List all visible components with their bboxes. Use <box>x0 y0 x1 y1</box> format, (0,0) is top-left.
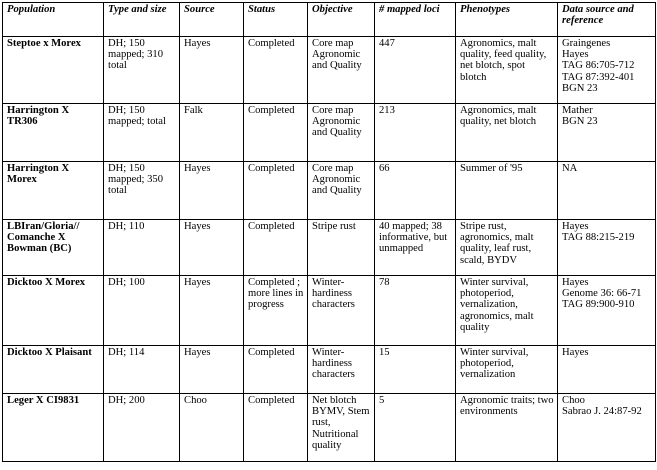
cell-objective: Winter-hardiness characters <box>308 276 375 346</box>
cell-phenotypes: Winter survival, photoperiod, vernalization <box>456 346 558 394</box>
cell-type-size: DH; 100 <box>104 276 180 346</box>
cell-status: Completed <box>244 346 308 394</box>
header-status: Status <box>244 3 308 37</box>
header-row <box>3 3 656 37</box>
cell-type-size: DH; 150 mapped; total <box>104 104 180 162</box>
cell-status: Completed <box>244 104 308 162</box>
cell-status: Completed <box>244 37 308 104</box>
table-row <box>3 346 656 394</box>
cell-mapped-loci: 213 <box>375 104 456 162</box>
cell-mapped-loci: 5 <box>375 394 456 462</box>
cell-phenotypes: Agronomics, malt quality, net blotch <box>456 104 558 162</box>
cell-population: Dicktoo X Morex <box>3 276 104 346</box>
table-row <box>3 394 656 462</box>
cell-reference: Hayes <box>558 346 656 394</box>
cell-source: Hayes <box>180 220 244 276</box>
cell-objective: Stripe rust <box>308 220 375 276</box>
cell-phenotypes: Agronomic traits; two environments <box>456 394 558 462</box>
cell-objective: Net blotch BYMV, Stem rust, Nutritional quality <box>308 394 375 462</box>
cell-source: Hayes <box>180 162 244 220</box>
cell-status: Completed <box>244 220 308 276</box>
cell-objective: Core map Agronomic and Quality <box>308 162 375 220</box>
cell-objective: Core map Agronomic and Quality <box>308 37 375 104</box>
cell-status: Completed ; more lines in progress <box>244 276 308 346</box>
header-objective: Objective <box>308 3 375 37</box>
cell-phenotypes: Stripe rust, agronomics, malt quality, leaf rust, scald, BYDV <box>456 220 558 276</box>
cell-reference: Choo Sabrao J. 24:87-92 <box>558 394 656 462</box>
table-row <box>3 162 656 220</box>
table-row <box>3 276 656 346</box>
document-page <box>2 2 655 468</box>
cell-reference: Hayes Genome 36: 66-71 TAG 89:900-910 <box>558 276 656 346</box>
cell-status: Completed <box>244 394 308 462</box>
cell-source: Choo <box>180 394 244 462</box>
cell-phenotypes: Summer of '95 <box>456 162 558 220</box>
cell-population: Dicktoo X Plaisant <box>3 346 104 394</box>
cell-status: Completed <box>244 162 308 220</box>
cell-type-size: DH; 110 <box>104 220 180 276</box>
cell-reference: Hayes TAG 88:215-219 <box>558 220 656 276</box>
table-row <box>3 220 656 276</box>
cell-reference: Graingenes Hayes TAG 86:705-712 TAG 87:392-401 BGN 23 <box>558 37 656 104</box>
mapping-populations-table <box>2 2 656 462</box>
cell-phenotypes: Agronomics, malt quality, feed quality, net blotch, spot blotch <box>456 37 558 104</box>
cell-population: Harrington X Morex <box>3 162 104 220</box>
cell-type-size: DH; 114 <box>104 346 180 394</box>
cell-objective: Winter-hardiness characters <box>308 346 375 394</box>
cell-source: Hayes <box>180 276 244 346</box>
table-row <box>3 37 656 104</box>
cell-population: LBIran/Gloria// Comanche X Bowman (BC) <box>3 220 104 276</box>
table-row <box>3 104 656 162</box>
cell-reference: Mather BGN 23 <box>558 104 656 162</box>
header-mapped-loci: # mapped loci <box>375 3 456 37</box>
cell-mapped-loci: 15 <box>375 346 456 394</box>
cell-reference: NA <box>558 162 656 220</box>
cell-population: Leger X CI9831 <box>3 394 104 462</box>
cell-type-size: DH; 200 <box>104 394 180 462</box>
cell-mapped-loci: 78 <box>375 276 456 346</box>
cell-source: Hayes <box>180 346 244 394</box>
cell-mapped-loci: 66 <box>375 162 456 220</box>
header-population: Population <box>3 3 104 37</box>
cell-phenotypes: Winter survival, photoperiod, vernalization, agronomics, malt quality <box>456 276 558 346</box>
cell-source: Falk <box>180 104 244 162</box>
cell-mapped-loci: 447 <box>375 37 456 104</box>
cell-source: Hayes <box>180 37 244 104</box>
cell-population: Steptoe x Morex <box>3 37 104 104</box>
cell-type-size: DH; 150 mapped; 310 total <box>104 37 180 104</box>
header-source: Source <box>180 3 244 37</box>
cell-objective: Core map Agronomic and Quality <box>308 104 375 162</box>
header-type-size: Type and size <box>104 3 180 37</box>
cell-type-size: DH; 150 mapped; 350 total <box>104 162 180 220</box>
header-reference: Data source and reference <box>558 3 656 37</box>
cell-population: Harrington X TR306 <box>3 104 104 162</box>
header-phenotypes: Phenotypes <box>456 3 558 37</box>
cell-mapped-loci: 40 mapped; 38 informative, but unmapped <box>375 220 456 276</box>
